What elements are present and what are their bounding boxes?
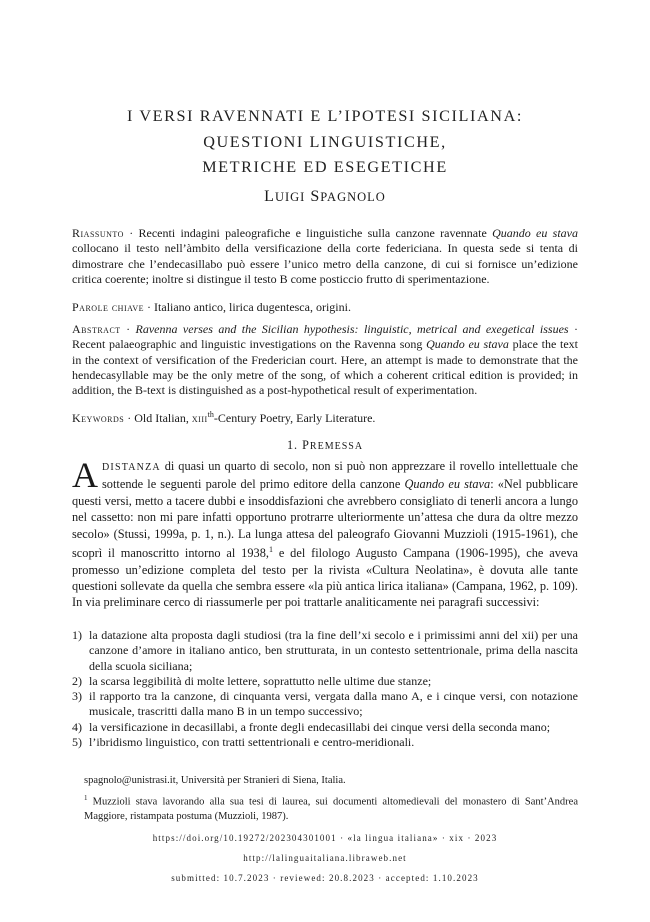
footnote-1-text: Muzzioli stava lavorando alla sua tesi di laurea, sui documenti altomedievali del monastero di Sant’Andrea Maggiore, ristampata postuma (Muzzioli, 1987).	[84, 796, 578, 822]
section-initial: P	[302, 438, 310, 452]
list-item-text: la datazione alta proposta dagli studiosi (tra la fine dell’xi secolo e i primissimi anni del xii) per una canzone d’amore in italiano antico, ben strutturata, in un contesto settentrionale, prima della nascita della scuola siciliana;	[89, 628, 578, 673]
list-item-number: 5)	[72, 735, 82, 750]
parole-chiave-label: Parole chiave	[72, 300, 145, 314]
title-line-2: QUESTIONI LINGUISTICHE,	[203, 132, 447, 151]
section-number: 1.	[286, 438, 303, 452]
footnote-1-mark: 1	[84, 794, 88, 802]
issues-list	[72, 628, 578, 750]
author-last-rest: PAGNOLO	[320, 190, 386, 204]
title-line-1: I VERSI RAVENNATI E L’IPOTESI SICILIANA:	[127, 107, 523, 125]
list-item-number: 1)	[72, 628, 82, 642]
parole-chiave-sep: ·	[144, 300, 155, 314]
list-item	[72, 720, 578, 735]
parole-chiave-paragraph	[72, 300, 578, 315]
keywords-text-b: -Century Poetry, Early Literature.	[213, 411, 376, 425]
abstract-sep-2: ·	[568, 322, 578, 336]
section-rest: REMESSA	[309, 441, 364, 452]
abstract-paragraph	[72, 322, 578, 398]
parole-chiave-text: Italiano antico, lirica dugentesca, origini.	[154, 300, 351, 314]
keywords-sep: ·	[124, 411, 135, 425]
list-item-number: 4)	[72, 719, 82, 734]
list-item	[72, 735, 578, 750]
abstract-text-a: Recent palaeographic and linguistic investigations on the Ravenna song	[72, 337, 427, 352]
footnote-1	[72, 791, 578, 824]
riassunto-label: Riassunto	[72, 226, 124, 240]
body-lead-word: DISTANZA	[102, 462, 161, 473]
article-title	[72, 104, 578, 181]
abstract-text-b: place the text in the context of versification of the Frederician court. Here, an attempt is made to demonstrate that the hendecasyllable may be the only metre of the song, of which a coherent critical edition is provided; in addition, the B-text is distinguished as a post-hypothetical result of experimentation.	[72, 337, 579, 398]
body-text-b: : «Nel pubblicare questi versi, metto a tacere dubbi e insoddisfazioni che avrebbero consigliato di tenerli ancora a lungo nel cassetto: non mi pare infatti opportuno protrarre ulteriormente un’attesa che dura da oltre mezzo secolo» (Stussi, 1999a, p. 1, n.). La lunga attesa del paleografo Giovanni Muzzioli (1915-1961), che scoprì il manoscritto intorno al 1938,	[72, 477, 578, 561]
list-item-text: la scarsa leggibilità di molte lettere, soprattutto nelle ultime due stanze;	[89, 673, 432, 688]
list-item-number: 2)	[72, 673, 82, 688]
author-first-initial: L	[264, 188, 275, 205]
body-song-title: Quando eu stava	[404, 477, 491, 492]
list-item	[72, 689, 578, 720]
list-item-text: la versificazione in decasillabi, a fronte degli endecasillabi dei cinque versi della seconda mano;	[89, 719, 551, 734]
author-affiliation-note: spagnolo@unistrasi.it, Università per Stranieri di Siena, Italia.	[84, 775, 346, 786]
abstract-english-title: Ravenna verses and the Sicilian hypothesis: linguistic, metrical and exegetical issues	[135, 322, 569, 336]
riassunto-paragraph	[72, 226, 578, 287]
colophon	[72, 828, 578, 888]
keywords-superscript: th	[207, 410, 214, 419]
body-text-c: e del filologo Augusto Campana (1906-1995), che aveva promesso un’edizione completa del testo per la rivista «Cultura Neolatina», è dovuta alle tante questioni sollevate da quella che sembra essere «la più antica lirica italiana» (Campana, 1962, p. 109). In via preliminare cerco di riassumerle per poi trattarle analiticamente nei paragrafi successivi:	[72, 546, 578, 610]
author-name	[72, 188, 578, 206]
footnotes	[72, 774, 578, 824]
abstract-label: Abstract	[72, 322, 121, 336]
keywords-paragraph	[72, 407, 578, 426]
list-item-text: l’ibridismo linguistico, con tratti settentrionali e centro-meridionali.	[89, 735, 415, 750]
footnote-ref-1[interactable]: 1	[268, 545, 273, 555]
riassunto-text-a: Recenti indagini paleografiche e linguistiche sulla canzone ravennate	[138, 226, 493, 240]
list-item	[72, 628, 578, 674]
website-line[interactable]: http://lalinguaitaliana.libraweb.net	[243, 853, 407, 863]
list-item-text: il rapporto tra la canzone, di cinquanta versi, vergata dalla mano A, e i cinque versi, con notazione musicale, trascritti dalla mano B in un tempo successivo;	[89, 689, 578, 719]
keywords-label: Keywords	[72, 411, 125, 425]
doi-line[interactable]: https://doi.org/10.19272/202304301001 · «la lingua italiana» · xix · 2023	[152, 833, 498, 843]
dates-line: submitted: 10.7.2023 · reviewed: 20.8.2023 · accepted: 1.10.2023	[171, 873, 479, 883]
list-item-number: 3)	[72, 689, 82, 704]
list-item	[72, 674, 578, 689]
abstract-sep: ·	[120, 322, 136, 336]
body-paragraph	[72, 455, 578, 611]
author-last-initial: S	[310, 188, 321, 205]
body-text-a: di quasi un quarto di secolo, non si può non apprezzare il rovello intellettuale che sottende le seguenti parole del primo editore della canzone	[102, 459, 578, 492]
riassunto-text-b: collocano il testo nell’àmbito della versificazione della corte federiciana. In questa sede si tenta di dimostrare che l’endecasillabo può essere l’unico metro della canzone, di cui si fornisce un’edizione critica coerente; inoltre si distingue il testo B come posticcio frutto di sperimentazione.	[72, 241, 578, 286]
title-line-3: METRICHE ED ESEGETICHE	[202, 158, 448, 176]
author-first-rest: UIGI	[274, 190, 306, 204]
section-heading-premessa	[72, 438, 578, 453]
keywords-century: xiii	[191, 411, 208, 425]
riassunto-sep: ·	[123, 226, 139, 240]
drop-cap: A	[72, 455, 98, 495]
abstract-song-title: Quando eu stava	[426, 337, 509, 352]
riassunto-song-title: Quando eu stava	[492, 226, 578, 240]
keywords-text-a: Old Italian,	[134, 411, 192, 425]
